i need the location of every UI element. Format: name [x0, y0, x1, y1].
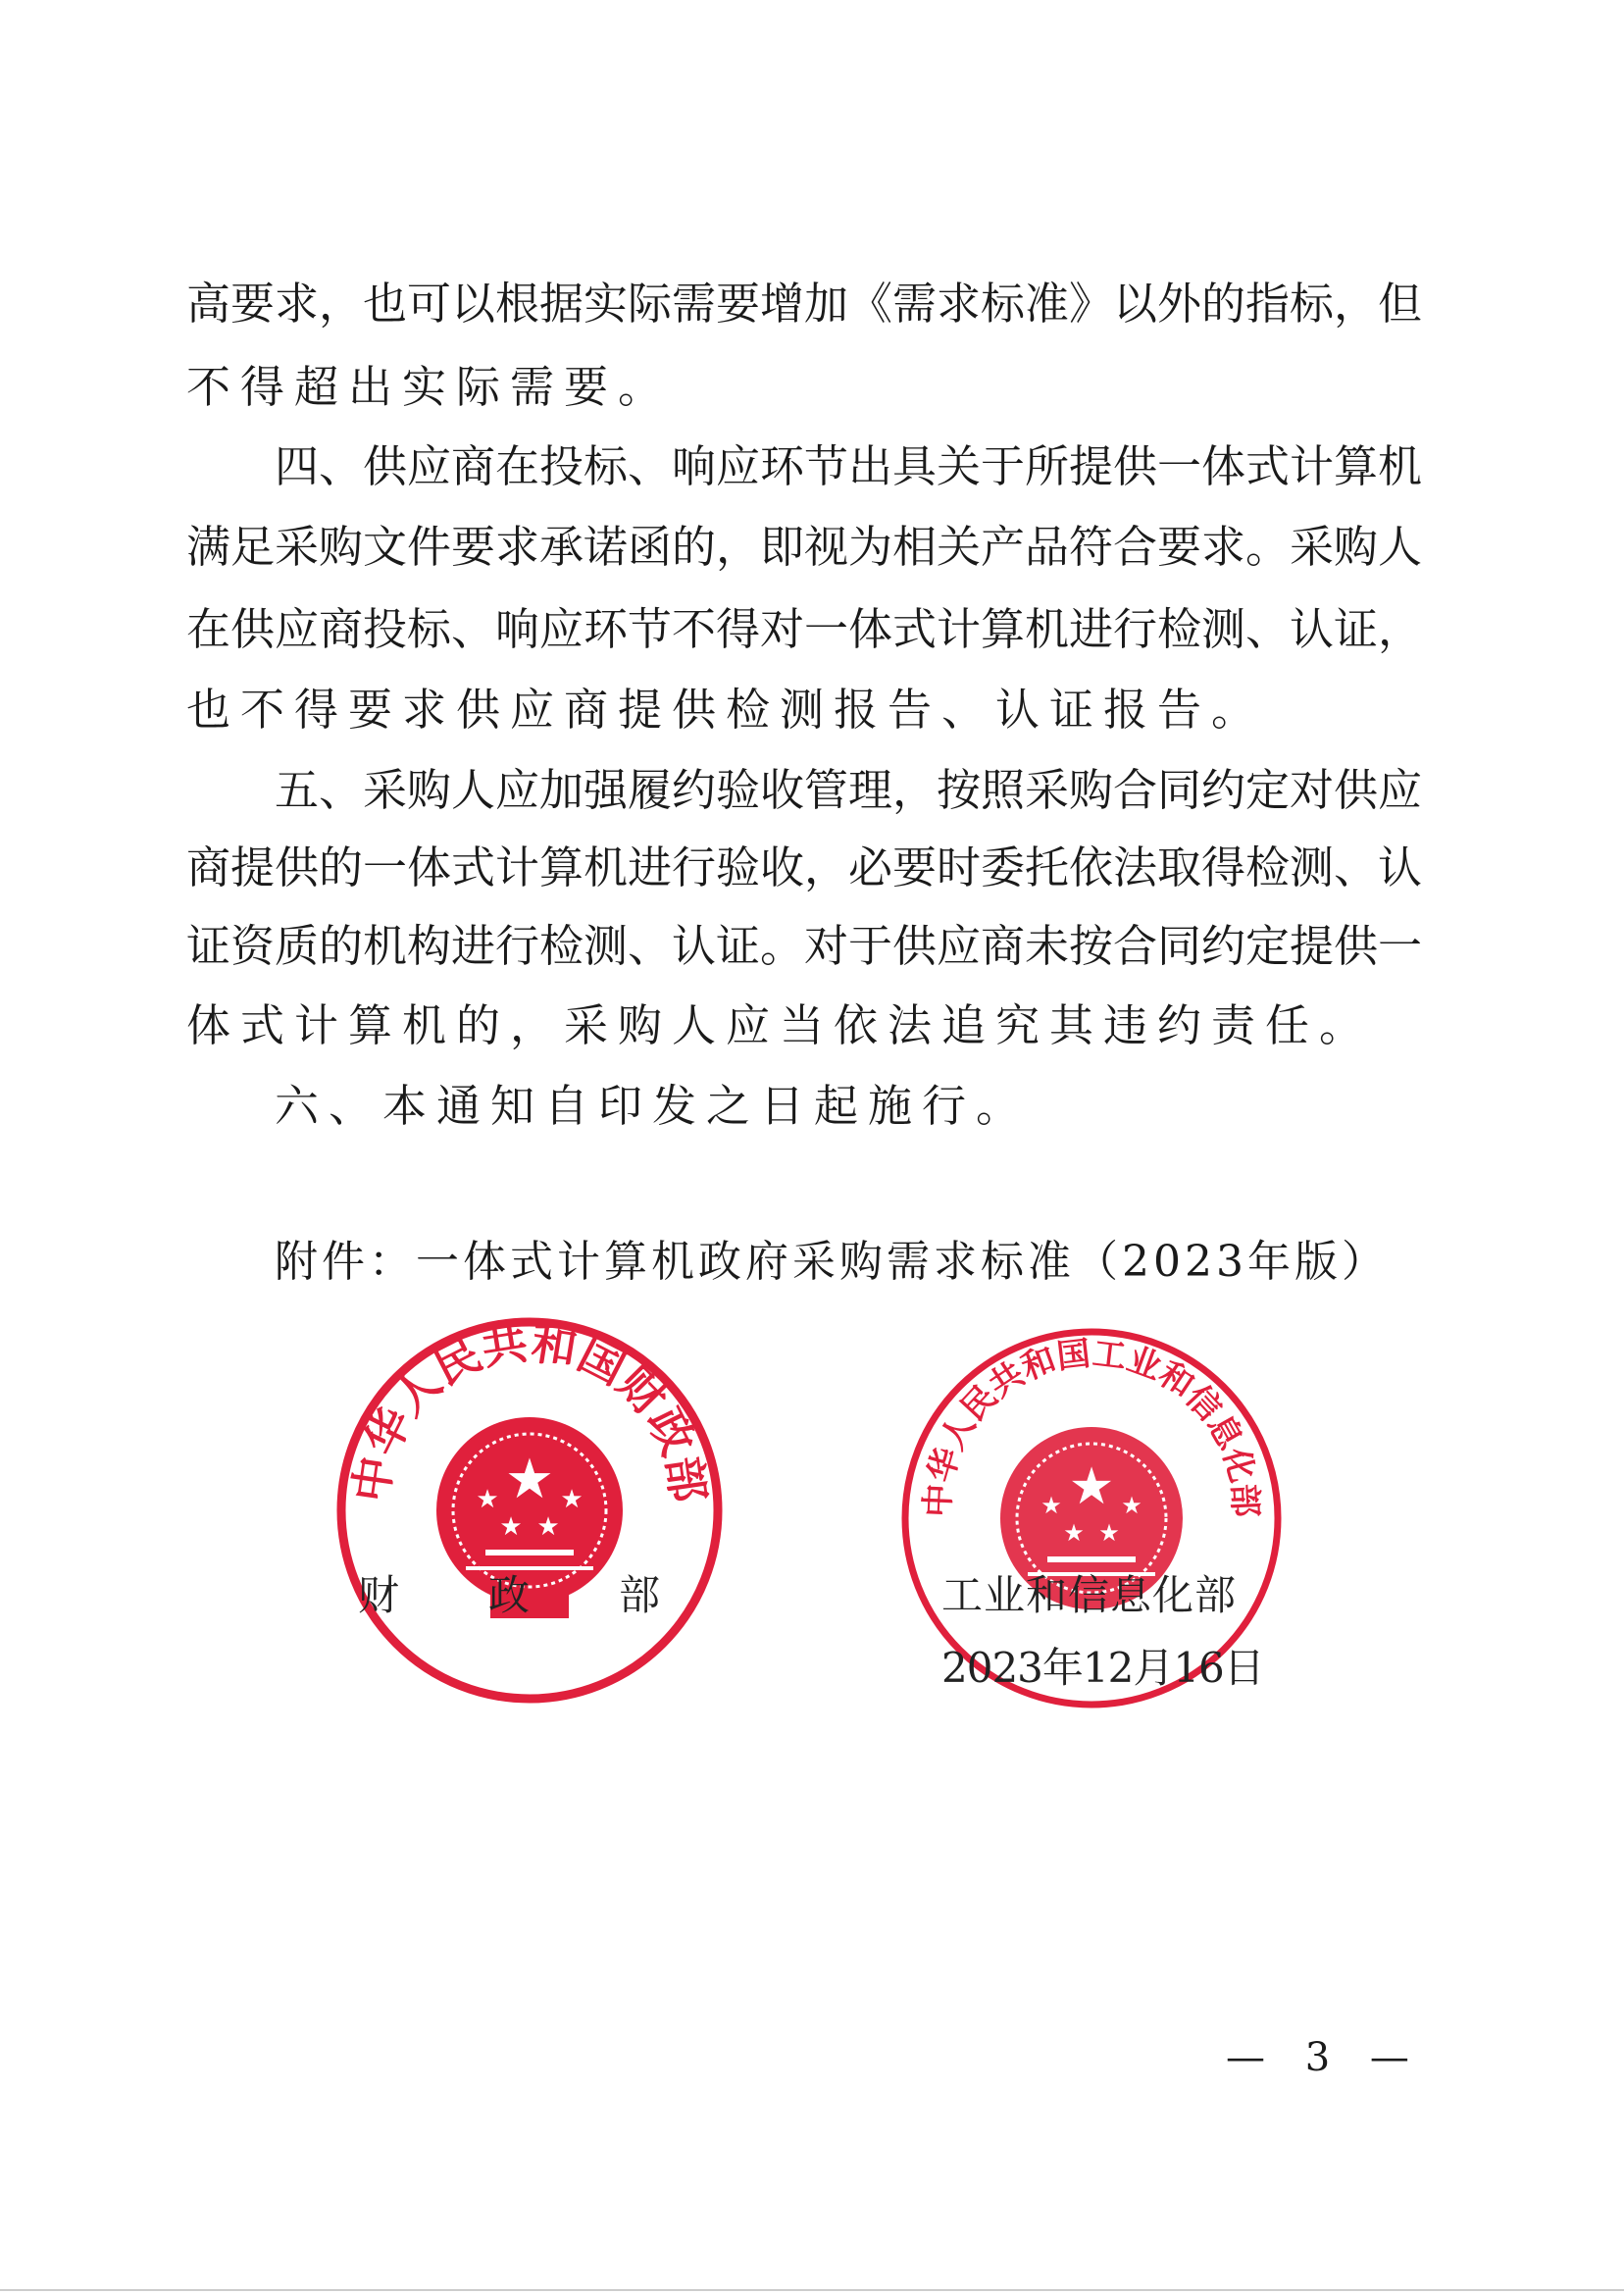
svg-text:★: ★: [1063, 1519, 1085, 1547]
signature-char: 财: [358, 1571, 402, 1619]
signature-miit: 工业和信息化部: [941, 1571, 1238, 1619]
scan-edge-divider: [0, 2289, 1624, 2291]
text-line: 也不得要求供应商提供检测报告、认证报告。: [186, 684, 1266, 736]
text-line: 不得超出实际需要。: [186, 361, 673, 413]
text-line: 体式计算机的，采购人应当依法追究其违约责任。: [186, 999, 1374, 1051]
signature-date: 2023年12月16日: [941, 1644, 1264, 1692]
text-line: 在供应商投标、响应环节不得对一体式计算机进行检测、认证，: [186, 603, 1423, 655]
page-number: — 3 —: [1226, 2035, 1423, 2080]
svg-text:★: ★: [476, 1485, 499, 1514]
signature-char: 部: [618, 1571, 662, 1619]
svg-text:中华人民共和国财政部: 中华人民共和国财政部: [343, 1315, 716, 1505]
text-line: 五、采购人应加强履约验收管理，按照采购合同约定对供应: [275, 764, 1423, 816]
svg-text:★: ★: [1098, 1519, 1120, 1547]
text-line: 满足采购文件要求承诺函的，即视为相关产品符合要求。采购人: [186, 521, 1423, 573]
svg-text:★: ★: [1040, 1492, 1062, 1519]
signature-ministry-of-finance: [358, 1571, 662, 1620]
svg-text:★: ★: [504, 1448, 555, 1511]
text-line: 证资质的机构进行检测、认证。对于供应商未按合同约定提供一: [186, 920, 1423, 972]
text-line: 六、本通知自印发之日起施行。: [275, 1080, 1031, 1132]
svg-text:★: ★: [536, 1512, 560, 1542]
svg-text:中华人民共和国工业和信息化部: 中华人民共和国工业和信息化部: [918, 1334, 1265, 1518]
text-line: 四、供应商在投标、响应环节出具关于所提供一体式计算机: [275, 440, 1423, 492]
text-line: 高要求，也可以根据实际需要增加《需求标准》以外的指标，但: [186, 278, 1423, 330]
attachment-line: 附件：一体式计算机政府采购需求标准（2023年版）: [275, 1237, 1389, 1287]
svg-text:★: ★: [1068, 1457, 1115, 1516]
signature-char: 政: [487, 1571, 532, 1619]
ministry-of-finance-seal: [329, 1309, 731, 1711]
svg-text:★: ★: [1121, 1492, 1142, 1519]
svg-text:★: ★: [560, 1485, 584, 1514]
text-line: 商提供的一体式计算机进行验收，必要时委托依法取得检测、认: [186, 841, 1423, 893]
svg-text:★: ★: [499, 1512, 523, 1542]
